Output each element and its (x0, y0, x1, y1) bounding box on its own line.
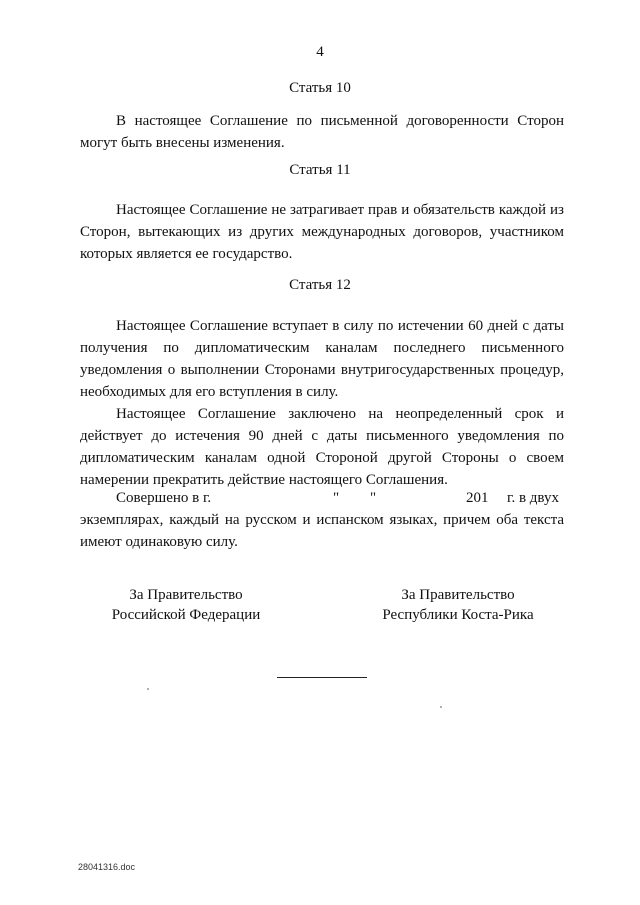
scan-speck (147, 688, 149, 690)
article-11-paragraph-1: Настоящее Соглашение не затрагивает прав и обязательств каждой из Сторон, вытекающих из других международных договоров, участником которых является ее государство. (80, 202, 564, 262)
scan-speck (440, 706, 442, 708)
closing-year-suffix: г. в двух (507, 490, 559, 506)
page-number: 4 (316, 44, 324, 60)
article-10-title: Статья 10 (289, 80, 351, 96)
closing-divider-line (277, 677, 367, 678)
article-11-title: Статья 11 (289, 162, 351, 178)
article-12-paragraph-1: Настоящее Соглашение вступает в силу по истечении 60 дней с даты получения по дипломатическим каналам последнего письменного уведомления о выполнении Сторонами внутригосударственных процедур, необходимых для его вступления в силу. (80, 318, 564, 400)
footer-filename: 28041316.doc (78, 862, 136, 872)
closing-year: 201 (466, 490, 489, 506)
signature-right-line-2: Республики Коста-Рика (382, 607, 534, 623)
closing-done-at: Совершено в г. (116, 490, 212, 506)
article-12-paragraph-2: Настоящее Соглашение заключено на неопределенный срок и действует до истечения 90 дней с даты письменного уведомления по дипломатическим каналам одной Стороной другой Стороны о своем намерении прекратить действие настоящего Соглашения. (80, 406, 564, 488)
signature-left-line-2: Российской Федерации (111, 607, 261, 623)
closing-quote-close: " (370, 490, 377, 506)
signature-left-line-1: За Правительство (129, 587, 243, 603)
article-12-title: Статья 12 (289, 277, 351, 293)
closing-quote-open: " (333, 490, 340, 506)
closing-rest: экземплярах, каждый на русском и испанском языках, причем оба текста имеют одинаковую силу. (80, 512, 564, 550)
signature-left (100, 585, 272, 625)
article-10-paragraph-1: В настоящее Соглашение по письменной договоренности Сторон могут быть внесены изменения. (80, 113, 564, 151)
signature-right (370, 585, 546, 625)
signature-right-line-1: За Правительство (401, 587, 515, 603)
